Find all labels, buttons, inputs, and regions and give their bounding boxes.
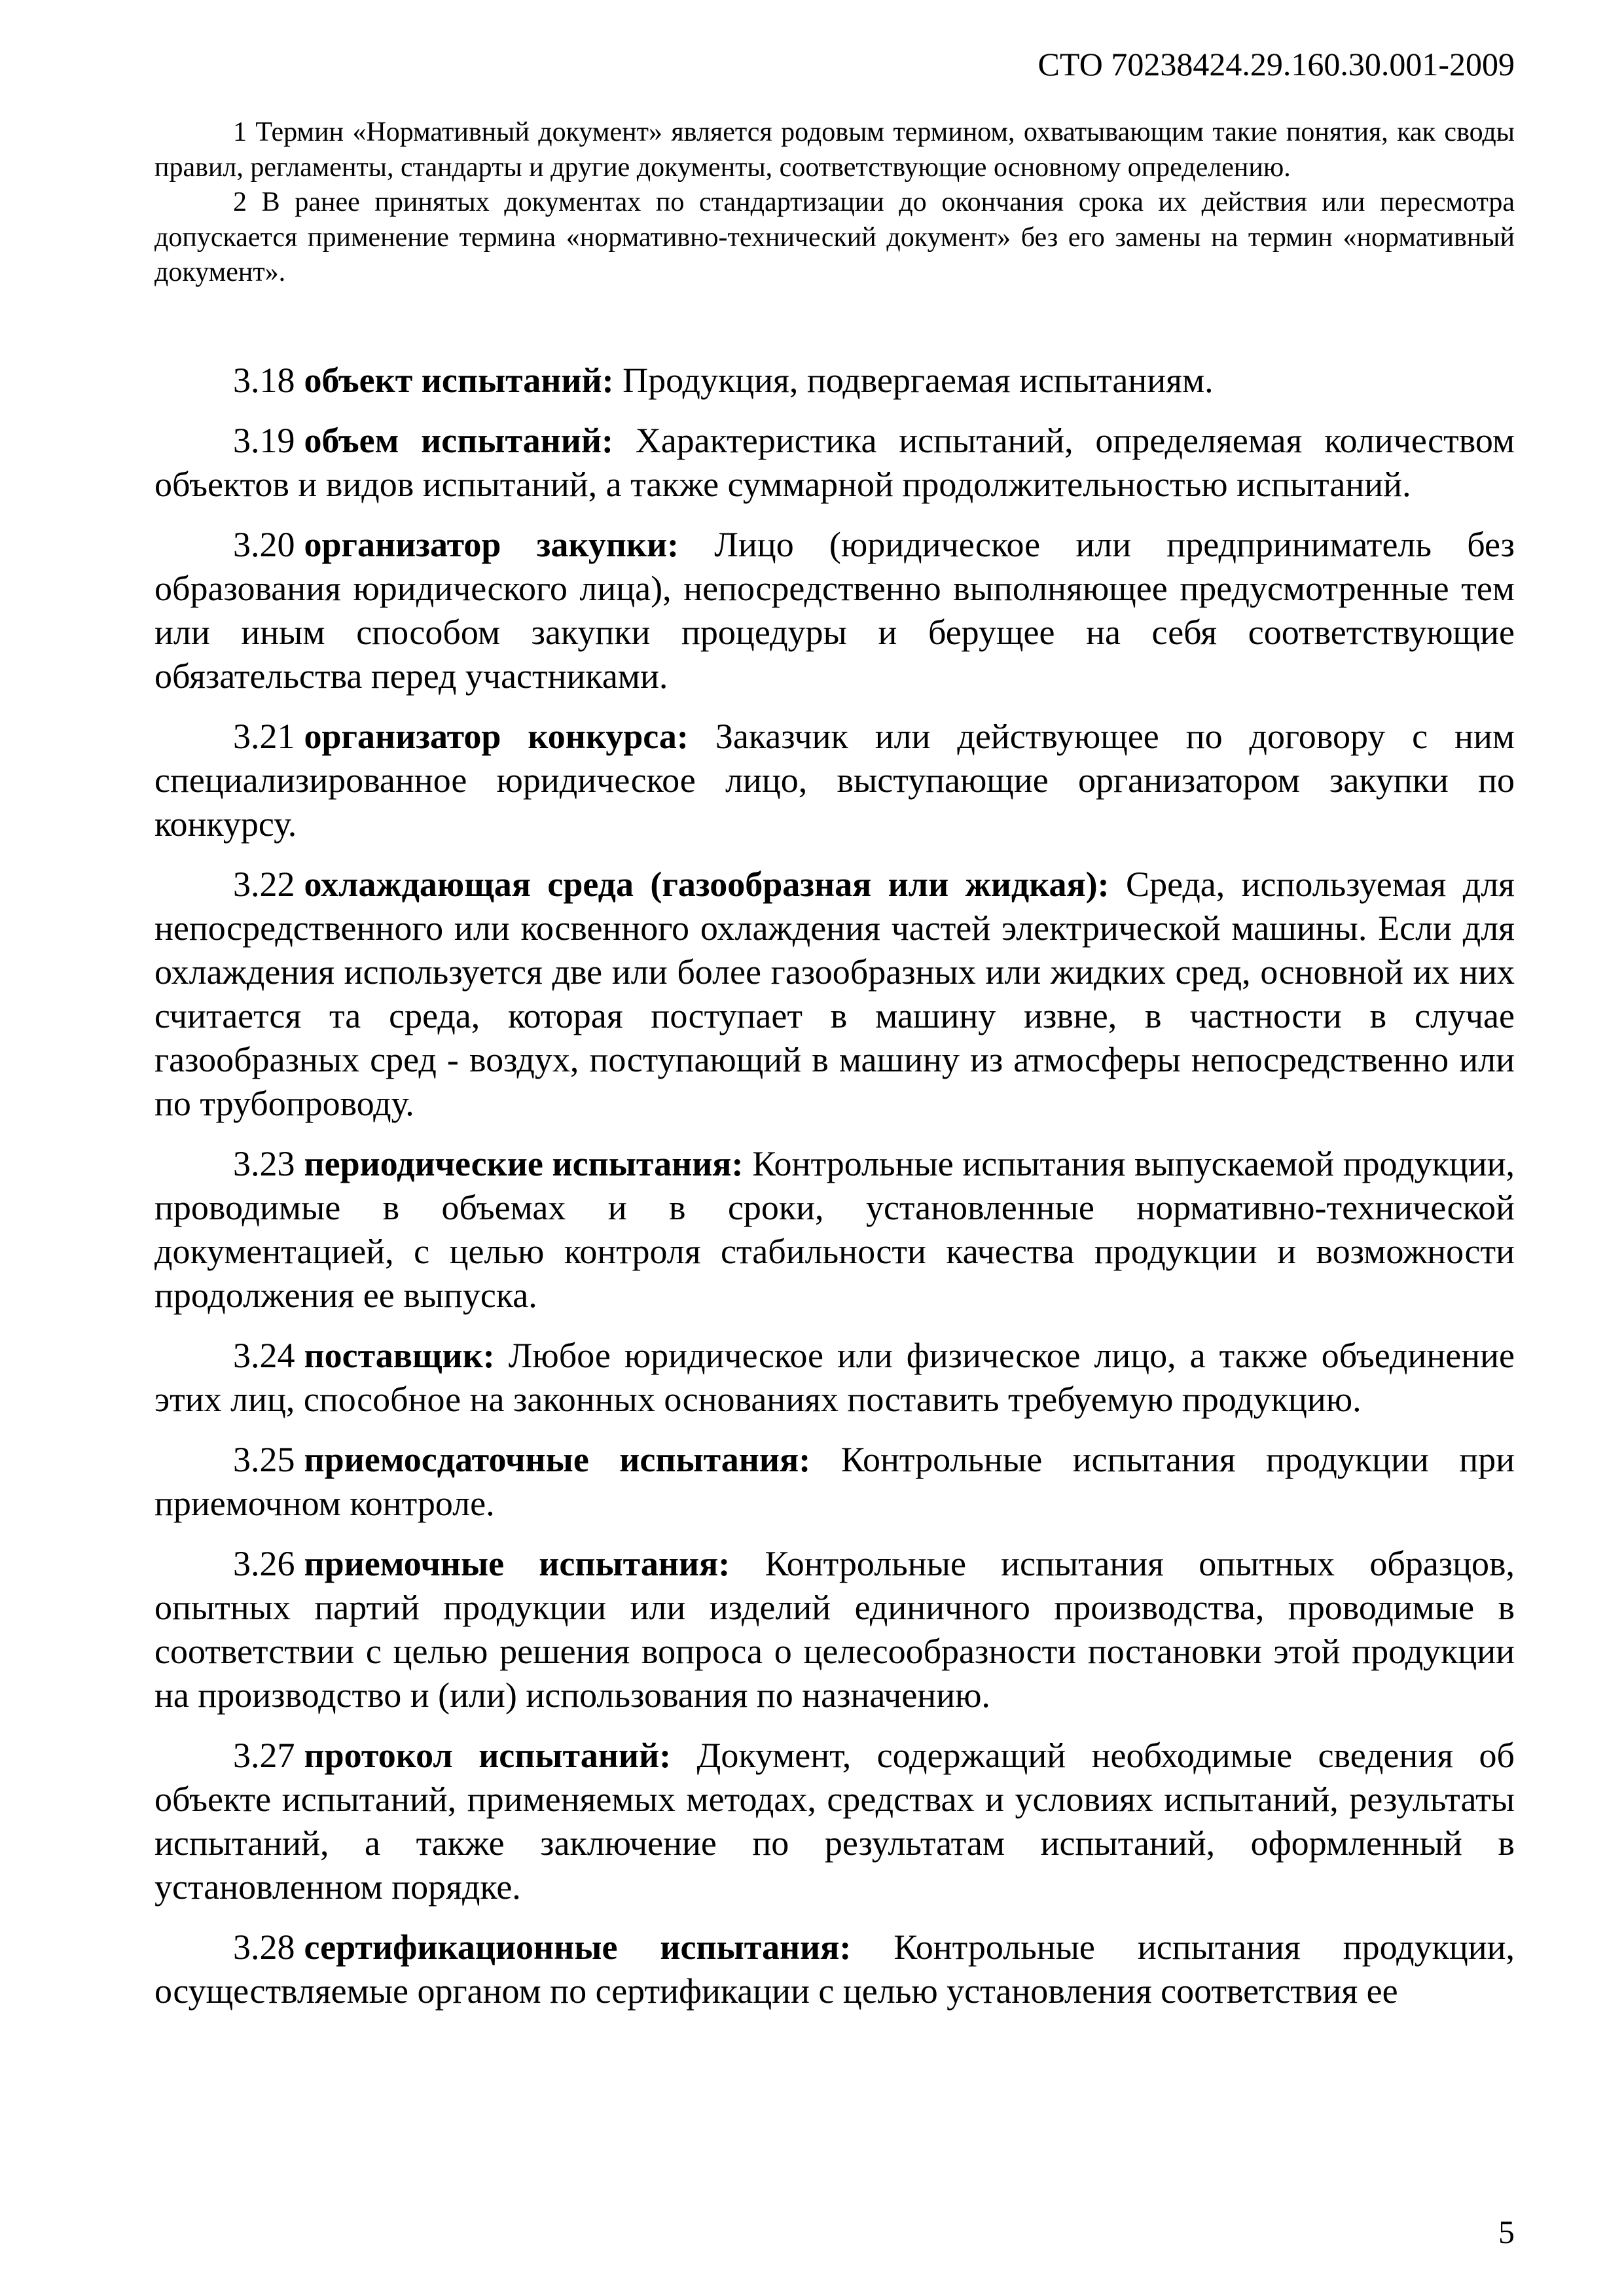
term-entry-3-27 (154, 1734, 1515, 1909)
term-number: 3.24 (233, 1336, 295, 1375)
term-number: 3.19 (233, 421, 295, 460)
term-definition: Продукция, подвергаемая испытаниям. (623, 361, 1214, 400)
note-2: 2 В ранее принятых документах по стандартизации до окончания срока их действия или пересмотра допускается применение термина «нормативно-технический документ» без его замены на термин «нормативный документ». (154, 187, 1515, 287)
term-number: 3.18 (233, 361, 295, 400)
note-1: 1 Термин «Нормативный документ» является родовым термином, охватывающим такие понятия, как своды правил, регламенты, стандарты и другие документы, соответствующие основному определению. (154, 117, 1515, 183)
term-name: организатор конкурса: (304, 717, 689, 756)
term-number: 3.25 (233, 1440, 295, 1479)
term-number: 3.27 (233, 1736, 295, 1775)
term-name: приемосдаточные испытания: (304, 1440, 811, 1479)
term-name: объект испытаний: (304, 361, 614, 400)
term-definition: Документ, содержащий необходимые сведения об объекте испытаний, применяемых методах, средствах и условиях испытаний, результаты испытаний, а также заключение по результатам испытаний, оформленный в установленном порядке. (154, 1736, 1515, 1907)
term-number: 3.20 (233, 525, 295, 564)
term-entry-3-28 (154, 1926, 1515, 2013)
term-number: 3.28 (233, 1928, 295, 1967)
term-entry-3-24 (154, 1334, 1515, 1422)
term-definition: Контрольные испытания продукции при приемочном контроле. (154, 1440, 1515, 1523)
term-entry-3-19 (154, 419, 1515, 507)
term-entry-3-23 (154, 1142, 1515, 1318)
term-number: 3.23 (233, 1144, 295, 1183)
term-entry-3-21 (154, 715, 1515, 846)
term-definition: Характеристика испытаний, определяемая количеством объектов и видов испытаний, а также суммарной продолжительностью испытаний. (154, 421, 1515, 504)
term-name: объем испытаний: (304, 421, 613, 460)
term-entry-3-26 (154, 1542, 1515, 1717)
term-name: организатор закупки: (304, 525, 679, 564)
term-name: поставщик: (304, 1336, 495, 1375)
term-name: сертификационные испытания: (304, 1928, 852, 1967)
term-definition: Заказчик или действующее по договору с ним специализированное юридическое лицо, выступающие организатором закупки по конкурсу. (154, 717, 1515, 844)
term-entry-3-25 (154, 1438, 1515, 1526)
term-entry-3-22 (154, 863, 1515, 1126)
term-name: периодические испытания: (304, 1144, 744, 1183)
term-entry-3-20 (154, 523, 1515, 698)
term-definition: Лицо (юридическое или предприниматель без образования юридического лица), непосредственно выполняющее предусмотренные тем или иным способом закупки процедуры и берущее на себя соответствующие обязательства перед участниками. (154, 525, 1515, 696)
terms-list (154, 359, 1515, 2030)
term-name: протокол испытаний: (304, 1736, 672, 1775)
term-number: 3.21 (233, 717, 295, 756)
term-name: охлаждающая среда (газообразная или жидкая): (304, 865, 1110, 904)
term-number: 3.22 (233, 865, 295, 904)
term-definition: Контрольные испытания продукции, осуществляемые органом по сертификации с целью установления соответствия ее (154, 1928, 1515, 2011)
notes-block (154, 115, 1515, 291)
term-definition: Любое юридическое или физическое лицо, а также объединение этих лиц, способное на законных основаниях поставить требуемую продукцию. (154, 1336, 1515, 1419)
term-number: 3.26 (233, 1544, 295, 1583)
term-name: приемочные испытания: (304, 1544, 731, 1583)
page-number: 5 (1498, 2214, 1515, 2250)
term-definition: Контрольные испытания опытных образцов, опытных партий продукции или изделий единичного производства, проводимые в соответствии с целью решения вопроса о целесообразности постановки этой продукции на производство и (или) использования по назначению. (154, 1544, 1515, 1715)
term-definition: Контрольные испытания выпускаемой продукции, проводимые в объемах и в сроки, установленные нормативно-технической документацией, с целью контроля стабильности качества продукции и возможности продолжения ее выпуска. (154, 1144, 1515, 1315)
term-definition: Среда, используемая для непосредственного или косвенного охлаждения частей электрической машины. Если для охлаждения используется две или более газообразных или жидких сред, основной их них считается та среда, которая поступает в машину извне, в частности в случае газообразных сред - воздух, поступающий в машину из атмосферы непосредственно или по трубопроводу. (154, 865, 1515, 1123)
term-entry-3-18 (154, 359, 1515, 403)
document-code-header: СТО 70238424.29.160.30.001-2009 (1038, 46, 1515, 82)
